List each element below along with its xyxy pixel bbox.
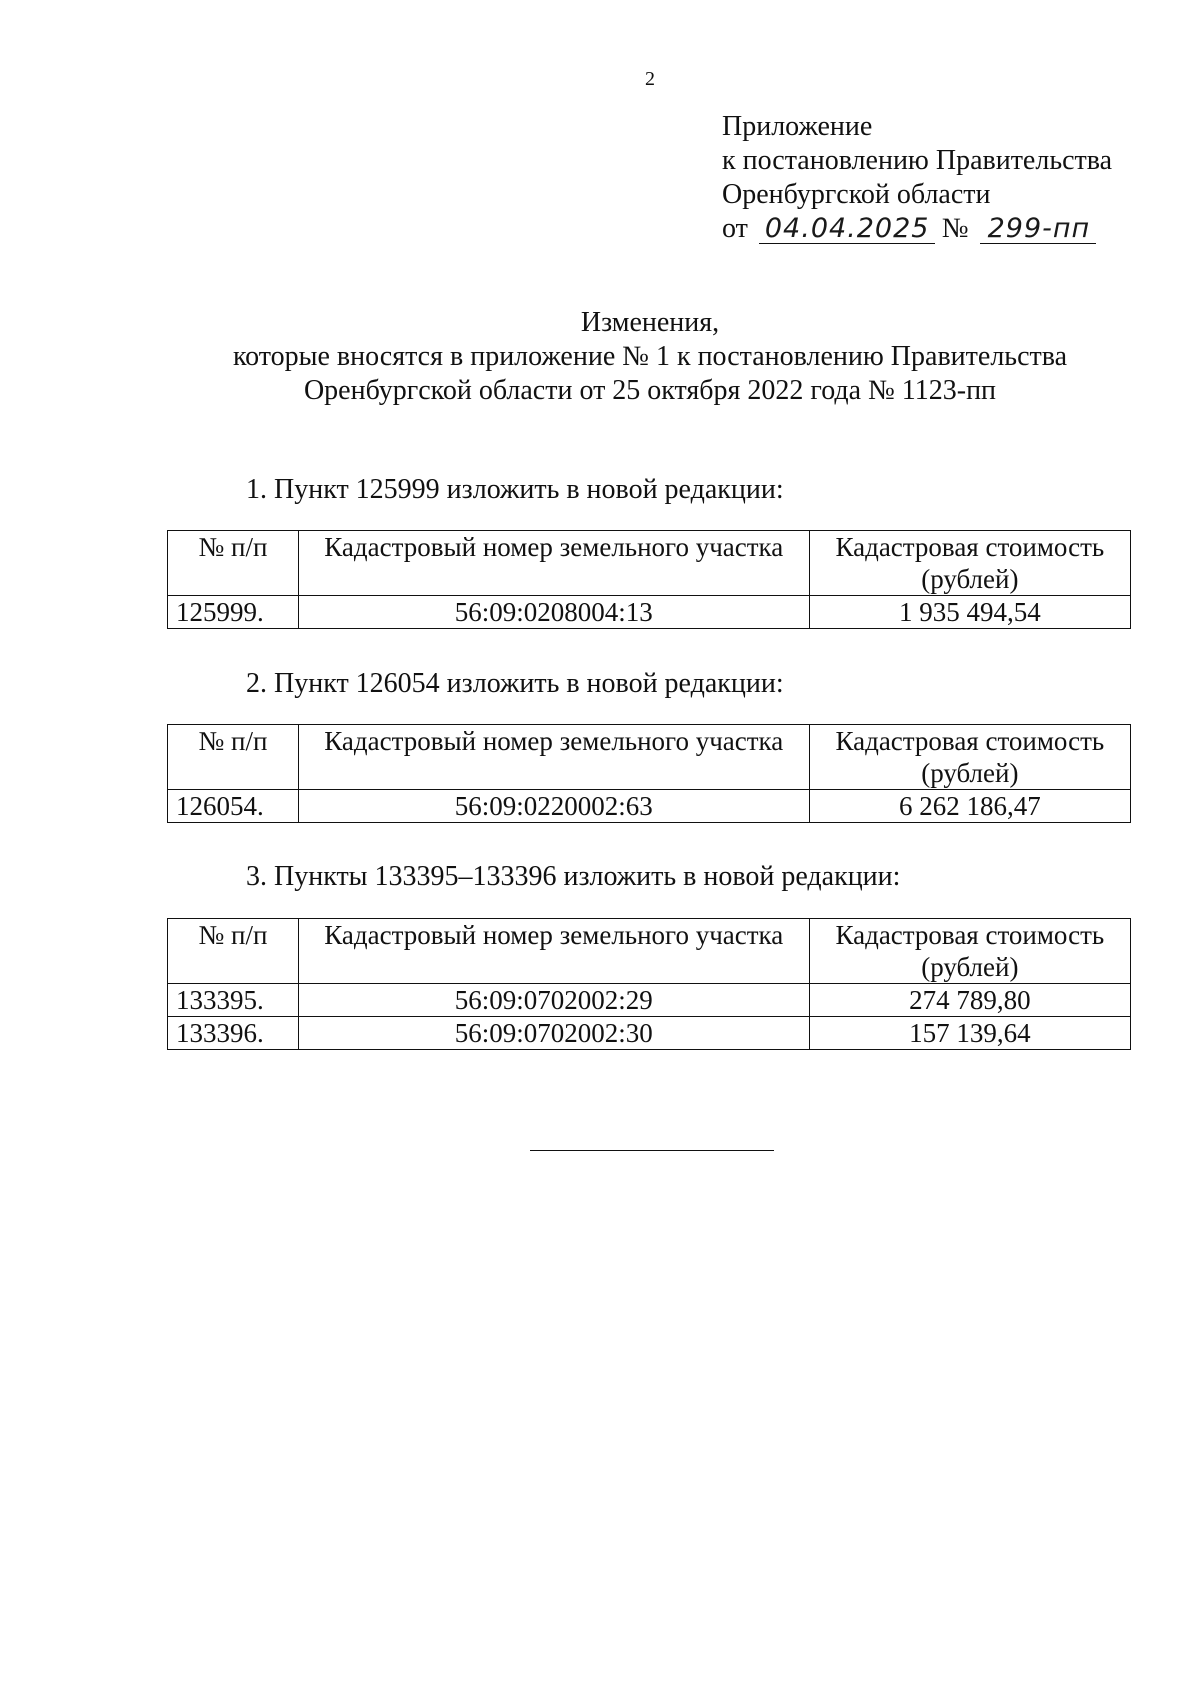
document-title <box>0 306 1200 408</box>
appendix-date-number <box>722 212 1112 246</box>
section-3-table <box>167 918 1131 1050</box>
row-value: 157 139,64 <box>809 1017 1130 1050</box>
appendix-region: Оренбургской области <box>722 179 991 210</box>
section-1-table <box>167 530 1131 629</box>
appendix-block <box>722 110 1112 246</box>
section-1-heading: 1. Пункт 125999 изложить в новой редакции: <box>246 474 784 505</box>
row-number: 133395. <box>168 984 299 1017</box>
date-prefix: от <box>722 213 748 244</box>
table-header-row <box>168 725 1131 790</box>
row-number: 125999. <box>168 596 299 629</box>
row-number: 133396. <box>168 1017 299 1050</box>
title-line-3: Оренбургской области от 25 октября 2022 года № 1123-пп <box>303 375 997 406</box>
section-2-heading: 2. Пункт 126054 изложить в новой редакции: <box>246 668 784 699</box>
header-number: № п/п <box>168 919 299 984</box>
row-value: 1 935 494,54 <box>809 596 1130 629</box>
row-value: 6 262 186,47 <box>809 790 1130 823</box>
section-2-table <box>167 724 1131 823</box>
table-row <box>168 1017 1131 1050</box>
table-row <box>168 984 1131 1017</box>
header-value: Кадастровая стоимость (рублей) <box>809 919 1130 984</box>
row-cadastral: 56:09:0208004:13 <box>298 596 809 629</box>
row-cadastral: 56:09:0702002:29 <box>298 984 809 1017</box>
table-header-row <box>168 919 1131 984</box>
handwritten-date: 04.04.2025 <box>759 215 935 244</box>
page-number: 2 <box>645 68 655 90</box>
number-sign: № <box>941 213 969 244</box>
title-line-2: которые вносятся в приложение № 1 к постановлению Правительства <box>232 341 1068 372</box>
table-row <box>168 596 1131 629</box>
table-header-row <box>168 531 1131 596</box>
handwritten-number: 299-пп <box>980 215 1096 244</box>
section-3-heading: 3. Пункты 133395–133396 изложить в новой редакции: <box>246 861 901 892</box>
header-value: Кадастровая стоимость (рублей) <box>809 725 1130 790</box>
header-number: № п/п <box>168 725 299 790</box>
header-cadastral: Кадастровый номер земельного участка <box>298 531 809 596</box>
row-number: 126054. <box>168 790 299 823</box>
header-cadastral: Кадастровый номер земельного участка <box>298 725 809 790</box>
header-cadastral: Кадастровый номер земельного участка <box>298 919 809 984</box>
header-number: № п/п <box>168 531 299 596</box>
row-value: 274 789,80 <box>809 984 1130 1017</box>
appendix-reference: к постановлению Правительства <box>722 145 1113 176</box>
end-divider <box>530 1150 774 1151</box>
row-cadastral: 56:09:0702002:30 <box>298 1017 809 1050</box>
row-cadastral: 56:09:0220002:63 <box>298 790 809 823</box>
title-line-1: Изменения, <box>580 307 720 338</box>
appendix-title: Приложение <box>722 111 873 142</box>
table-row <box>168 790 1131 823</box>
header-value: Кадастровая стоимость (рублей) <box>809 531 1130 596</box>
